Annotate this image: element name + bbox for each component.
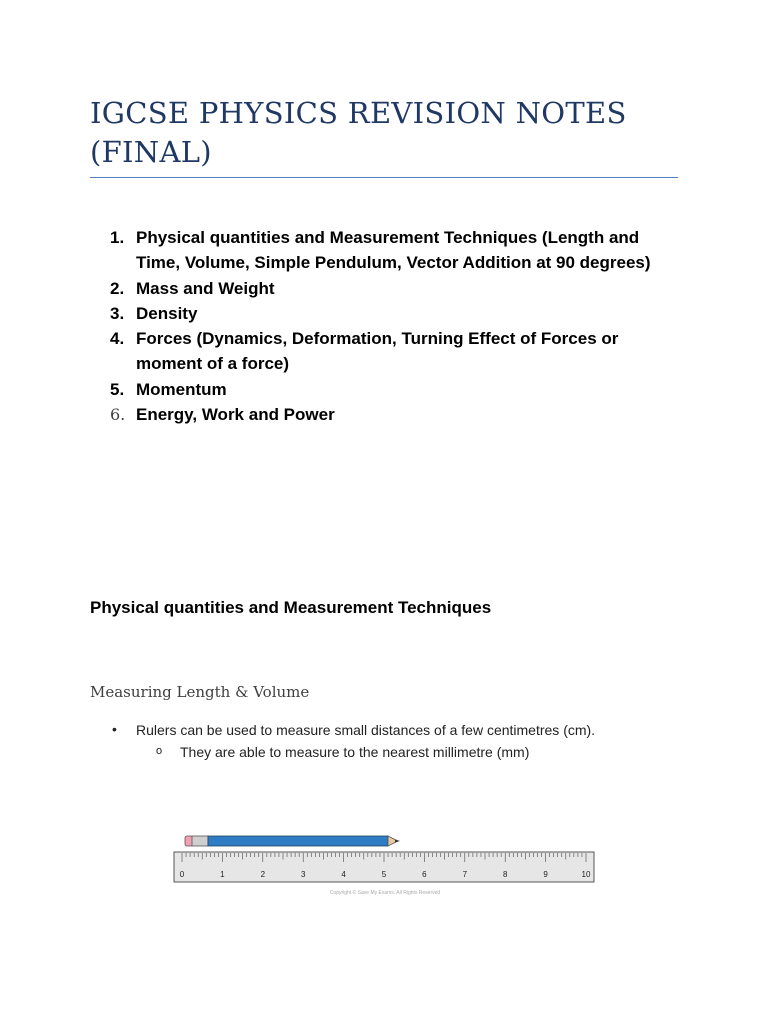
- toc-number: 6.: [110, 405, 126, 425]
- title-line-1: IGCSE PHYSICS REVISION NOTES: [90, 96, 627, 130]
- pencil-lead: [395, 840, 400, 843]
- bullet-text: Rulers can be used to measure small distances of a few centimetres (cm).: [136, 722, 596, 738]
- toc-number: 5.: [110, 379, 125, 399]
- ruler-label: 3: [300, 870, 306, 879]
- section-subheading: Measuring Length & Volume: [90, 683, 310, 701]
- bullet-circle-icon: o: [156, 745, 163, 757]
- bullet-dot-icon: •: [112, 721, 117, 737]
- toc-text-line: Physical quantities and Measurement Techniques (Length and: [136, 228, 640, 247]
- ruler-label: 7: [462, 870, 468, 879]
- toc-number: 4.: [110, 329, 125, 349]
- pencil-body: [208, 836, 388, 846]
- ruler-label: 0: [179, 870, 185, 879]
- ruler-label: 10: [581, 870, 591, 879]
- pencil-icon: [185, 836, 400, 846]
- toc-item: [90, 225, 690, 276]
- ruler-label: 2: [260, 870, 266, 879]
- ruler-label: 4: [341, 870, 346, 879]
- toc-text-line: Mass and Weight: [136, 278, 275, 298]
- title-underline: [90, 177, 678, 178]
- toc-item: [90, 377, 690, 402]
- toc-item: [90, 402, 690, 427]
- toc-text-line: Momentum: [136, 379, 227, 399]
- title-line-2: (FINAL): [90, 135, 212, 169]
- section-heading: Physical quantities and Measurement Techniques: [90, 598, 492, 617]
- ruler-label: 9: [543, 870, 548, 879]
- toc-text-line: Forces (Dynamics, Deformation, Turning Effect of Forces or: [136, 329, 619, 349]
- toc-text-line: Density: [136, 303, 198, 323]
- ruler-label: 8: [502, 870, 508, 879]
- toc-text-line: Time, Volume, Simple Pendulum, Vector Addition at 90 degrees): [136, 253, 651, 273]
- toc-item: [90, 301, 690, 326]
- ruler-label: 5: [381, 870, 387, 879]
- toc-number: 1.: [110, 228, 125, 247]
- toc-number: 3.: [110, 303, 125, 323]
- pencil-ferrule: [192, 836, 208, 846]
- toc-item: [90, 276, 690, 301]
- document-title: [90, 94, 680, 172]
- figure-copyright: Copyright © Save My Exams. All Rights Reserved: [329, 890, 441, 896]
- sub-bullet-text: They are able to measure to the nearest millimetre (mm): [180, 744, 530, 760]
- toc-text-line: Energy, Work and Power: [136, 405, 335, 425]
- ruler-label: 6: [422, 870, 427, 879]
- toc-number: 2.: [110, 278, 125, 298]
- toc-text-line: moment of a force): [136, 354, 290, 374]
- toc-item: [90, 326, 690, 377]
- ruler-pencil-illustration: [170, 828, 600, 908]
- ruler-label: 1: [220, 870, 225, 879]
- table-of-contents: [90, 225, 690, 427]
